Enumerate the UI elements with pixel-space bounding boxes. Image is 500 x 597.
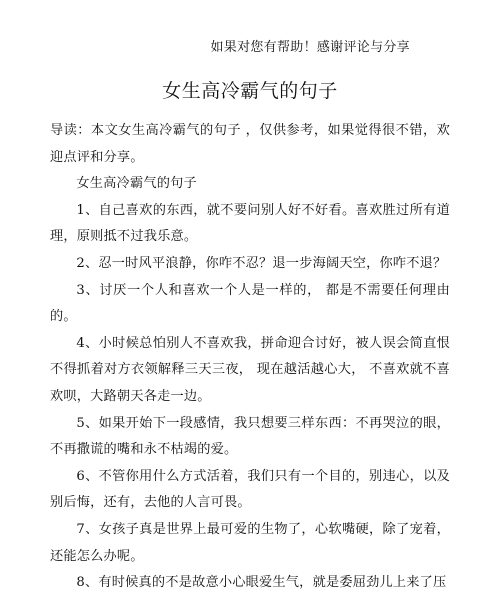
article-body [50, 118, 450, 597]
section-subtitle: 女生高冷霸气的句子 [76, 176, 197, 192]
page-title: 女生高冷霸气的句子 [162, 80, 338, 102]
list-item: 2、忍一时风平浪静，你咋不忍？退一步海阔天空，你咋不退？ [76, 255, 447, 271]
list-item: 1、自己喜欢的东西，就不要问别人好不好看。喜欢胜过所有道理，原则抵不过我乐意。 [50, 202, 450, 245]
list-item: 5、如果开始下一段感情，我只想要三样东西：不再哭泣的眼，不再撒谎的嘴和永不枯竭的爱。 [50, 415, 450, 458]
list-item: 3、讨厌一个人和喜欢一个人是一样的， 都是不需要任何理由的。 [50, 282, 450, 325]
list-item: 6、不管你用什么方式活着，我们只有一个目的，别违心，以及别后悔，还有，去他的人言可畏。 [50, 468, 450, 511]
header-note: 如果对您有帮助！感谢评论与分享 [210, 40, 410, 55]
list-item: 8、有时候真的不是故意小心眼爱生气，就是委屈劲儿上来了压 [76, 575, 447, 591]
list-item: 4、小时候总怕别人不喜欢我，拼命迎合讨好，被人误会简直恨不得抓着对方衣领解释三天三夜， 现在越活越心大， 不喜欢就不喜欢呗，大路朝天各走一边。 [50, 335, 450, 404]
intro-paragraph: 导读：本文女生高冷霸气的句子 ，仅供参考，如果觉得很不错，欢迎点评和分享。 [50, 123, 450, 165]
list-item: 7、女孩子真是世界上最可爱的生物了，心软嘴硬，除了宠着，还能怎么办呢。 [50, 521, 450, 564]
